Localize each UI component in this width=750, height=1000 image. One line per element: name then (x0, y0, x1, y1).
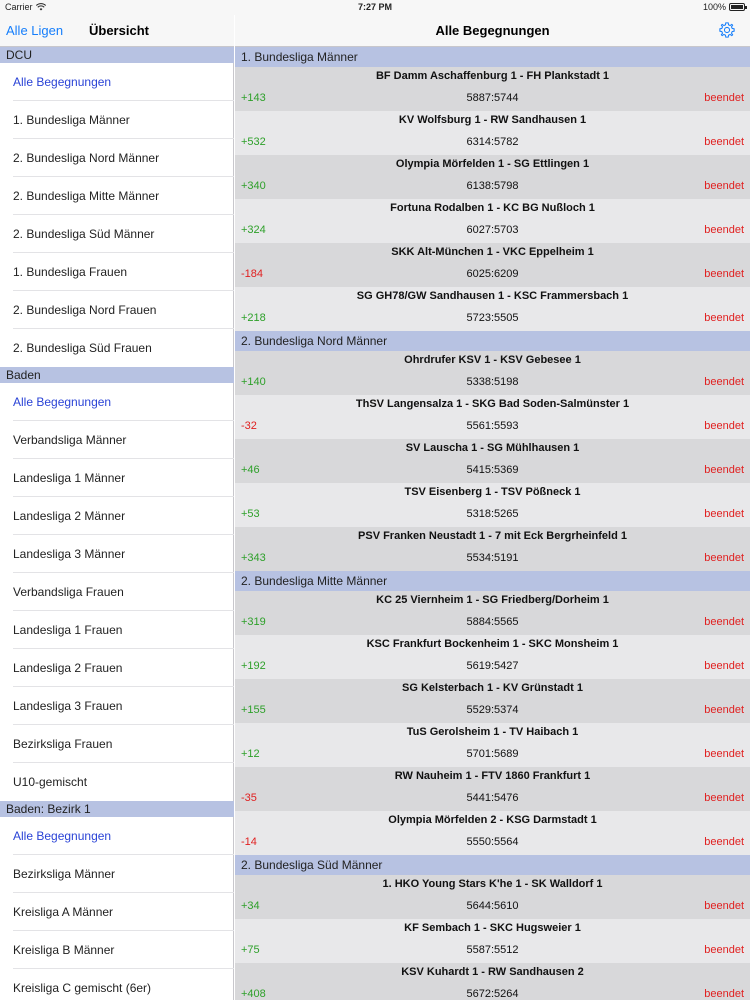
match-teams: SG Kelsterbach 1 - KV Grünstadt 1 (402, 682, 583, 694)
match-difference: +143 (241, 92, 266, 104)
match-status: beendet (704, 508, 744, 520)
match-teams: Olympia Mörfelden 2 - KSG Darmstadt 1 (388, 814, 597, 826)
match-difference: +532 (241, 136, 266, 148)
sidebar-item[interactable]: Alle Begegnungen (0, 817, 234, 855)
match-score: 5887:5744 (466, 92, 519, 104)
match-score: 5534:5191 (466, 552, 519, 564)
match-teams: SG GH78/GW Sandhausen 1 - KSC Frammersbach 1 (356, 290, 629, 302)
match-difference: +34 (241, 900, 260, 912)
league-header: 2. Bundesliga Süd Männer (235, 855, 750, 875)
match-teams: KSV Kuhardt 1 - RW Sandhausen 2 (401, 966, 584, 978)
match-status: beendet (704, 420, 744, 432)
league-header: 1. Bundesliga Männer (235, 47, 750, 67)
match-difference: +155 (241, 704, 266, 716)
match-row[interactable] (235, 199, 750, 243)
match-status: beendet (704, 944, 744, 956)
match-difference: +343 (241, 552, 266, 564)
match-teams: PSV Franken Neustadt 1 - 7 mit Eck Bergrheinfeld 1 (358, 530, 627, 542)
match-status: beendet (704, 792, 744, 804)
sidebar-item[interactable]: 2. Bundesliga Nord Männer (0, 139, 234, 177)
match-status: beendet (704, 180, 744, 192)
battery-indicator (703, 2, 745, 12)
sidebar-item[interactable]: 2. Bundesliga Nord Frauen (0, 291, 234, 329)
match-row[interactable] (235, 155, 750, 199)
sidebar-item[interactable]: Bezirksliga Männer (0, 855, 234, 893)
match-difference: -32 (241, 420, 257, 432)
match-row[interactable] (235, 287, 750, 331)
match-status: beendet (704, 552, 744, 564)
match-difference: +408 (241, 988, 266, 1000)
match-row[interactable] (235, 395, 750, 439)
match-score: 5441:5476 (466, 792, 519, 804)
match-score: 5644:5610 (466, 900, 519, 912)
match-score: 5723:5505 (466, 312, 519, 324)
match-difference: +324 (241, 224, 266, 236)
match-difference: +53 (241, 508, 260, 520)
page-title: Alle Begegnungen (435, 23, 550, 38)
match-score: 6027:5703 (466, 224, 519, 236)
match-status: beendet (704, 988, 744, 1000)
match-teams: KC 25 Viernheim 1 - SG Friedberg/Dorheim 1 (376, 594, 609, 606)
match-score: 5338:5198 (466, 376, 519, 388)
battery-icon (729, 3, 745, 11)
match-score: 5550:5564 (466, 836, 519, 848)
clock: 7:27 PM (357, 2, 392, 12)
gear-icon[interactable] (718, 21, 736, 39)
match-status: beendet (704, 464, 744, 476)
match-score: 6025:6209 (466, 268, 519, 280)
sidebar-item[interactable]: Bezirksliga Frauen (0, 725, 234, 763)
sidebar-item[interactable]: Alle Begegnungen (0, 383, 234, 421)
match-teams: TuS Gerolsheim 1 - TV Haibach 1 (406, 726, 579, 738)
sidebar-item[interactable]: Landesliga 2 Männer (0, 497, 234, 535)
match-teams: 1. HKO Young Stars K'he 1 - SK Walldorf 1 (382, 878, 603, 890)
match-status: beendet (704, 900, 744, 912)
match-status: beendet (704, 136, 744, 148)
match-difference: +46 (241, 464, 260, 476)
match-score: 5561:5593 (466, 420, 519, 432)
sidebar-section-header: Baden: Bezirk 1 (0, 801, 234, 817)
sidebar-item[interactable]: Kreisliga B Männer (0, 931, 234, 969)
match-score: 5701:5689 (466, 748, 519, 760)
match-row[interactable] (235, 67, 750, 111)
back-button[interactable]: Alle Ligen (6, 23, 64, 38)
match-row[interactable] (235, 723, 750, 767)
sidebar-section-header: DCU (0, 47, 234, 63)
match-status: beendet (704, 268, 744, 280)
match-row[interactable] (235, 527, 750, 571)
sidebar-item[interactable]: 2. Bundesliga Süd Männer (0, 215, 234, 253)
match-teams: BF Damm Aschaffenburg 1 - FH Plankstadt 1 (375, 70, 610, 82)
battery-percent: 100% (702, 2, 726, 12)
sidebar-item[interactable]: Kreisliga C gemischt (6er) (13, 981, 152, 995)
match-difference: -35 (241, 792, 257, 804)
match-teams: Fortuna Rodalben 1 - KC BG Nußloch 1 (390, 202, 595, 214)
match-status: beendet (704, 92, 744, 104)
sidebar-item[interactable]: Landesliga 3 Männer (0, 535, 234, 573)
match-score: 5318:5265 (466, 508, 519, 520)
match-score: 5529:5374 (466, 704, 519, 716)
league-header: 2. Bundesliga Mitte Männer (235, 571, 750, 591)
match-status: beendet (704, 660, 744, 672)
main-panel (235, 0, 750, 1000)
match-row[interactable] (235, 439, 750, 483)
match-status: beendet (704, 748, 744, 760)
sidebar-item[interactable]: 2. Bundesliga Mitte Männer (0, 177, 234, 215)
sidebar-item[interactable]: Landesliga 3 Frauen (0, 687, 234, 725)
sidebar (0, 0, 234, 1000)
match-teams: KSC Frankfurt Bockenheim 1 - SKC Monsheim 1 (366, 638, 619, 650)
sidebar-item[interactable]: Verbandsliga Männer (0, 421, 234, 459)
match-status: beendet (704, 704, 744, 716)
league-header: 2. Bundesliga Nord Männer (235, 331, 750, 351)
sidebar-item[interactable]: 1. Bundesliga Männer (0, 101, 234, 139)
sidebar-item[interactable]: 2. Bundesliga Süd Frauen (13, 341, 152, 355)
match-score: 5587:5512 (466, 944, 519, 956)
match-difference: -14 (241, 836, 257, 848)
match-status: beendet (704, 836, 744, 848)
match-score: 6314:5782 (466, 136, 519, 148)
sidebar-item[interactable]: 1. Bundesliga Frauen (0, 253, 234, 291)
sidebar-list (0, 47, 234, 1000)
match-score: 5884:5565 (466, 616, 519, 628)
match-difference: +75 (241, 944, 260, 956)
match-teams: SKK Alt-München 1 - VKC Eppelheim 1 (391, 246, 594, 258)
carrier-label: Carrier (5, 2, 33, 12)
match-teams: SV Lauscha 1 - SG Mühlhausen 1 (405, 442, 580, 454)
match-row[interactable] (235, 483, 750, 527)
match-score: 5415:5369 (466, 464, 519, 476)
match-row[interactable] (235, 875, 750, 919)
match-row[interactable] (235, 767, 750, 811)
match-row[interactable] (235, 111, 750, 155)
sidebar-item[interactable]: Landesliga 2 Frauen (0, 649, 234, 687)
match-teams: KF Sembach 1 - SKC Hugsweier 1 (404, 922, 581, 934)
sidebar-item[interactable]: U10-gemischt (13, 775, 88, 789)
matches-list (235, 47, 750, 1000)
sidebar-item[interactable]: Landesliga 1 Frauen (0, 611, 234, 649)
sidebar-title: Übersicht (89, 23, 149, 38)
match-score: 6138:5798 (466, 180, 519, 192)
match-difference: -184 (241, 268, 264, 280)
sidebar-nav-bar (0, 15, 234, 47)
sidebar-item[interactable]: Alle Begegnungen (0, 63, 234, 101)
match-teams: TSV Eisenberg 1 - TSV Pößneck 1 (404, 486, 581, 498)
status-bar (0, 0, 750, 15)
match-status: beendet (704, 224, 744, 236)
match-teams: ThSV Langensalza 1 - SKG Bad Soden-Salmünster 1 (355, 398, 630, 410)
match-difference: +192 (241, 660, 266, 672)
match-teams: KV Wolfsburg 1 - RW Sandhausen 1 (398, 114, 587, 126)
match-score: 5619:5427 (466, 660, 519, 672)
match-row[interactable] (235, 811, 750, 855)
sidebar-item[interactable]: Verbandsliga Frauen (0, 573, 234, 611)
match-row[interactable] (235, 679, 750, 723)
match-row[interactable] (235, 963, 750, 1000)
match-row[interactable] (235, 919, 750, 963)
sidebar-item[interactable]: Landesliga 1 Männer (0, 459, 234, 497)
main-nav-bar (235, 15, 750, 47)
match-difference: +340 (241, 180, 266, 192)
match-row[interactable] (235, 635, 750, 679)
match-teams: RW Nauheim 1 - FTV 1860 Frankfurt 1 (394, 770, 591, 782)
match-teams: Ohrdrufer KSV 1 - KSV Gebesee 1 (404, 354, 581, 366)
match-row[interactable] (235, 591, 750, 635)
match-score: 5672:5264 (466, 988, 519, 1000)
match-teams: Olympia Mörfelden 1 - SG Ettlingen 1 (395, 158, 590, 170)
match-status: beendet (704, 312, 744, 324)
match-difference: +140 (241, 376, 266, 388)
match-difference: +218 (241, 312, 266, 324)
match-difference: +319 (241, 616, 266, 628)
match-status: beendet (704, 376, 744, 388)
match-row[interactable] (235, 243, 750, 287)
sidebar-item[interactable]: Kreisliga A Männer (0, 893, 234, 931)
sidebar-section-header: Baden (0, 367, 234, 383)
match-row[interactable] (235, 351, 750, 395)
match-difference: +12 (241, 748, 260, 760)
match-status: beendet (704, 616, 744, 628)
